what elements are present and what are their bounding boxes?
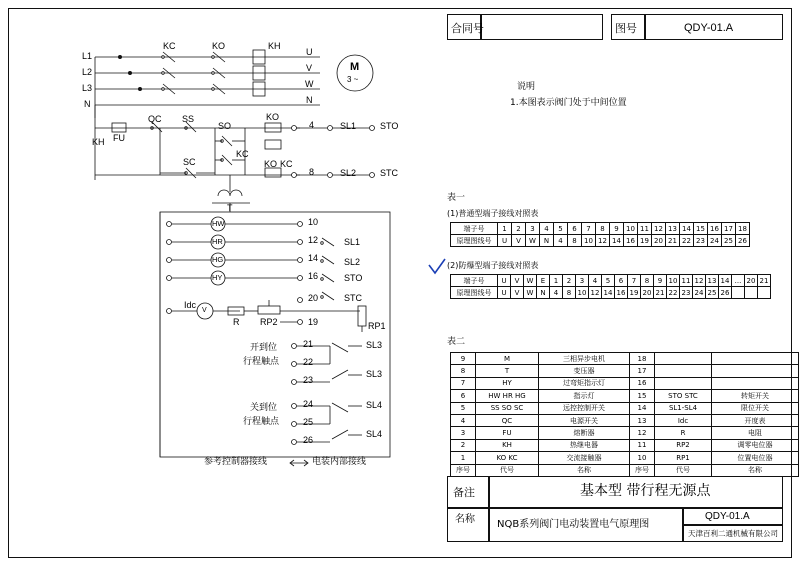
table-cell: 热继电器 — [539, 439, 630, 451]
label-lamp-HG: HG — [212, 255, 224, 264]
name-label-line1: 名称 — [455, 514, 475, 525]
table-cell: 22 — [680, 235, 694, 247]
table-row — [451, 390, 799, 402]
row-header: 原理图线号 — [451, 287, 498, 299]
table-row — [451, 365, 799, 377]
table-cell: 三相异步电机 — [539, 353, 630, 365]
table-cell: 3 — [576, 275, 589, 287]
label-lamp-HW: HW — [212, 219, 225, 228]
table-cell: 14 — [719, 275, 732, 287]
table-cell: QC — [476, 414, 539, 426]
table-cell — [655, 377, 712, 389]
label-SL3-b: SL3 — [366, 369, 383, 379]
table-cell: 20 — [641, 287, 654, 299]
table-cell: 8 — [596, 223, 610, 235]
table-cell: 3 — [526, 223, 540, 235]
label-SC: SC — [183, 157, 196, 167]
label-num-14: 14 — [308, 253, 319, 263]
table-cell — [758, 287, 771, 299]
label-num-10: 10 — [308, 217, 319, 227]
table-cell: 10 — [576, 287, 589, 299]
table-cell: 电源开关 — [539, 414, 630, 426]
label-KO-coil: KO — [266, 112, 280, 122]
table-cell — [732, 287, 745, 299]
table-cell: 3 — [451, 427, 476, 439]
table-cell: 变压器 — [539, 365, 630, 377]
table-cell: SL1-SL4 — [655, 402, 712, 414]
label-right-STO: STO — [344, 273, 363, 283]
label-KO-aux2: KO — [264, 159, 278, 169]
table-cell: 24 — [693, 287, 706, 299]
table-cell: 12 — [596, 235, 610, 247]
label-L3: L3 — [82, 83, 93, 93]
label-num-24: 24 — [303, 399, 314, 409]
label-KH-relay: KH — [92, 137, 105, 147]
label-KO-contactor: KO — [212, 41, 226, 51]
label-STC-top: STC — [380, 168, 398, 178]
table1-sub1: (1)普通型端子接线对照表 — [447, 209, 539, 218]
label-lamp-HY: HY — [212, 273, 223, 282]
label-STO-top: STO — [380, 121, 399, 131]
table-cell: 调零电位器 — [712, 439, 799, 451]
table-cell: 19 — [628, 287, 641, 299]
table-cell: 12 — [589, 287, 602, 299]
table-cell: RP1 — [655, 452, 712, 464]
table1-sub2: (2)防爆型端子接线对照表 — [447, 261, 539, 270]
table-cell: 11 — [630, 439, 655, 451]
table-cell: 4 — [451, 414, 476, 426]
table-cell: 转矩开关 — [712, 390, 799, 402]
table-cell: 18 — [736, 223, 750, 235]
table-cell: U — [498, 235, 512, 247]
contract-label: 合同号 — [451, 22, 484, 35]
label-motor-V: V — [306, 63, 313, 73]
table-cell: 远控控制开关 — [539, 402, 630, 414]
table-cell: 代号 — [476, 464, 539, 476]
note-line-1: 1.本图表示阀门处于中间位置 — [510, 98, 627, 108]
table-cell: 14 — [602, 287, 615, 299]
table-row — [451, 235, 750, 247]
table-cell: 位置电位器 — [712, 452, 799, 464]
table-cell: ... — [732, 275, 745, 287]
table-cell: 10 — [630, 452, 655, 464]
table-row — [451, 427, 799, 439]
table-cell: 9 — [654, 275, 667, 287]
table-cell: 13 — [666, 223, 680, 235]
table-cell: 26 — [736, 235, 750, 247]
table-cell: 4 — [540, 223, 554, 235]
table-cell: HY — [476, 377, 539, 389]
table-cell: V — [512, 235, 526, 247]
table-cell: 代号 — [655, 464, 712, 476]
table-cell: V — [511, 275, 524, 287]
component-legend-table — [450, 352, 799, 477]
table-cell: 14 — [680, 223, 694, 235]
row-header: 端子号 — [451, 275, 498, 287]
table-cell: W — [526, 235, 540, 247]
table-cell: 10 — [582, 235, 596, 247]
table-row — [451, 353, 799, 365]
code-value: QDY-01.A — [705, 511, 750, 522]
terminal-table-standard — [450, 222, 750, 247]
table-cell: 交流接触器 — [539, 452, 630, 464]
label-num-20: 20 — [308, 293, 319, 303]
table-cell: 19 — [638, 235, 652, 247]
table-cell: 16 — [615, 287, 628, 299]
table-cell: 开度表 — [712, 414, 799, 426]
table-row — [451, 275, 771, 287]
table-cell: 22 — [667, 287, 680, 299]
label-FU: FU — [113, 133, 125, 143]
table-cell: 12 — [630, 427, 655, 439]
table-cell: 限位开关 — [712, 402, 799, 414]
drawing-label: 图号 — [615, 22, 637, 35]
table-cell: 16 — [624, 235, 638, 247]
open-travel-contact-label: 行程触点 — [243, 357, 280, 367]
table-cell: 5 — [451, 402, 476, 414]
table-cell: E — [537, 275, 550, 287]
table-cell: N — [537, 287, 550, 299]
close-travel-contact-label: 行程触点 — [243, 417, 280, 427]
label-KC-aux: KC — [236, 149, 249, 159]
row-header: 端子号 — [451, 223, 498, 235]
table-cell: 23 — [680, 287, 693, 299]
table-cell — [712, 377, 799, 389]
table-cell: U — [498, 275, 511, 287]
table-cell: V — [511, 287, 524, 299]
table-cell: 21 — [654, 287, 667, 299]
table1-caption: 表一 — [447, 193, 466, 203]
table-cell: 4 — [589, 275, 602, 287]
label-R: R — [233, 317, 240, 327]
name-value: NQB系列阀门电动装置电气原理图 — [497, 519, 650, 530]
label-KH-overload: KH — [268, 41, 281, 51]
table-cell: 名称 — [539, 464, 630, 476]
table-cell: 1 — [498, 223, 512, 235]
label-num-19: 19 — [308, 317, 319, 327]
table-cell: 8 — [568, 235, 582, 247]
table-cell: 17 — [630, 365, 655, 377]
remark-label: 备注 — [453, 486, 475, 499]
table-cell: 16 — [708, 223, 722, 235]
table-cell: 4 — [550, 287, 563, 299]
label-L2: L2 — [82, 67, 93, 77]
table-cell: 1 — [550, 275, 563, 287]
label-num-22: 22 — [303, 357, 314, 367]
table-cell: FU — [476, 427, 539, 439]
table-cell: SS SO SC — [476, 402, 539, 414]
label-RP1: RP1 — [368, 321, 386, 331]
table-cell: 7 — [451, 377, 476, 389]
label-SL3-a: SL3 — [366, 340, 383, 350]
label-SO: SO — [218, 121, 232, 131]
table-cell: 20 — [745, 275, 758, 287]
label-wire-8: 8 — [309, 167, 315, 177]
table-row — [451, 414, 799, 426]
table-cell: 7 — [628, 275, 641, 287]
table-cell: 13 — [706, 275, 719, 287]
label-right-SL1: SL1 — [344, 237, 361, 247]
table2-caption: 表二 — [447, 337, 466, 347]
table-cell — [712, 365, 799, 377]
table-cell: 过弯矩指示灯 — [539, 377, 630, 389]
table-cell: 12 — [652, 223, 666, 235]
table-cell: N — [540, 235, 554, 247]
label-lamp-HR: HR — [212, 237, 223, 246]
table-cell: HW HR HG — [476, 390, 539, 402]
label-num-12: 12 — [308, 235, 319, 245]
table-cell: 9 — [451, 353, 476, 365]
table-cell: RP2 — [655, 439, 712, 451]
label-N: N — [84, 99, 91, 109]
table-cell: 25 — [722, 235, 736, 247]
table-cell: 4 — [554, 235, 568, 247]
label-SL4-b: SL4 — [366, 429, 383, 439]
remark-value: 基本型 带行程无源点 — [580, 483, 711, 499]
table-row — [451, 377, 799, 389]
table-row — [451, 223, 750, 235]
label-SL2-top: SL2 — [340, 168, 357, 178]
label-num-16: 16 — [308, 271, 319, 281]
table-cell: STO STC — [655, 390, 712, 402]
table-cell: 12 — [693, 275, 706, 287]
table-cell: 14 — [610, 235, 624, 247]
table-row — [451, 464, 799, 476]
table-cell: W — [524, 275, 537, 287]
table-cell: 2 — [451, 439, 476, 451]
label-motor-W: W — [305, 79, 314, 89]
label-QC: QC — [148, 114, 162, 124]
table-cell: KO KC — [476, 452, 539, 464]
table-cell: 2 — [563, 275, 576, 287]
table-cell: 17 — [722, 223, 736, 235]
table-cell: 7 — [582, 223, 596, 235]
table-cell: 26 — [719, 287, 732, 299]
table-cell: 15 — [694, 223, 708, 235]
table-cell: 16 — [630, 377, 655, 389]
row-header: 原理图线号 — [451, 235, 498, 247]
terminal-table-explosionproof — [450, 274, 771, 299]
table-cell: 15 — [630, 390, 655, 402]
label-right-STC: STC — [344, 293, 362, 303]
close-position-label: 关到位 — [250, 403, 278, 413]
table-cell: 指示灯 — [539, 390, 630, 402]
drawing-value: QDY-01.A — [684, 22, 734, 34]
table-cell: 电阻 — [712, 427, 799, 439]
label-num-23: 23 — [303, 375, 314, 385]
legend-right-text: 电装内部接线 — [312, 457, 367, 467]
legend-left-text: 参考控制器接线 — [204, 457, 268, 467]
table-cell: 熔断器 — [539, 427, 630, 439]
table-row — [451, 452, 799, 464]
table-cell: 11 — [638, 223, 652, 235]
table-cell: 25 — [706, 287, 719, 299]
table-cell: 序号 — [630, 464, 655, 476]
table-cell: W — [524, 287, 537, 299]
table-cell: 13 — [630, 414, 655, 426]
label-KC-contactor: KC — [163, 41, 176, 51]
label-SL4-a: SL4 — [366, 400, 383, 410]
table-cell: M — [476, 353, 539, 365]
table-cell: U — [498, 287, 511, 299]
table-cell: T — [476, 365, 539, 377]
table-cell — [655, 353, 712, 365]
motor-symbol-phase: 3 ~ — [347, 75, 359, 84]
table-cell: 6 — [615, 275, 628, 287]
table-cell: Idc — [655, 414, 712, 426]
table-cell: 序号 — [451, 464, 476, 476]
table-cell: 名称 — [712, 464, 799, 476]
table-cell: 10 — [624, 223, 638, 235]
table-row — [451, 439, 799, 451]
label-motor-N: N — [306, 95, 313, 105]
label-Idc: Idc — [184, 300, 197, 310]
table-cell — [745, 287, 758, 299]
label-KC-coil2: KC — [280, 159, 293, 169]
table-cell: 2 — [512, 223, 526, 235]
table-cell: 21 — [758, 275, 771, 287]
table-cell: 18 — [630, 353, 655, 365]
table-cell: KH — [476, 439, 539, 451]
contract-value-cell — [481, 14, 603, 40]
open-position-label: 开到位 — [250, 343, 278, 353]
table-cell: 5 — [602, 275, 615, 287]
label-SS: SS — [182, 114, 195, 124]
label-wire-4: 4 — [309, 120, 315, 130]
table-cell: 24 — [708, 235, 722, 247]
table-cell: 1 — [451, 452, 476, 464]
table-cell: 6 — [568, 223, 582, 235]
table-cell: 11 — [680, 275, 693, 287]
table-cell: 20 — [652, 235, 666, 247]
note-title: 说明 — [517, 82, 536, 92]
label-num-25: 25 — [303, 417, 314, 427]
label-SL1-top: SL1 — [340, 121, 357, 131]
table-cell — [655, 365, 712, 377]
table-cell: 8 — [451, 365, 476, 377]
motor-symbol-M: M — [350, 61, 360, 73]
table-cell — [712, 353, 799, 365]
table-cell: 14 — [630, 402, 655, 414]
label-motor-U: U — [306, 47, 313, 57]
company-name: 天津百利二通机械有限公司 — [688, 529, 778, 538]
label-num-26: 26 — [303, 435, 314, 445]
table-cell: 5 — [554, 223, 568, 235]
table-cell: R — [655, 427, 712, 439]
label-voltmeter: V — [202, 307, 207, 314]
label-L1: L1 — [82, 51, 93, 61]
table-cell: 23 — [694, 235, 708, 247]
table-cell: 6 — [451, 390, 476, 402]
table-row — [451, 287, 771, 299]
label-num-21: 21 — [303, 339, 314, 349]
label-transformer: T — [227, 203, 233, 213]
table-cell: 8 — [563, 287, 576, 299]
table-row — [451, 402, 799, 414]
table-cell: 10 — [667, 275, 680, 287]
table-cell: 9 — [610, 223, 624, 235]
table-cell: 21 — [666, 235, 680, 247]
label-RP2: RP2 — [260, 317, 278, 327]
table-cell: 8 — [641, 275, 654, 287]
label-right-SL2: SL2 — [344, 257, 361, 267]
